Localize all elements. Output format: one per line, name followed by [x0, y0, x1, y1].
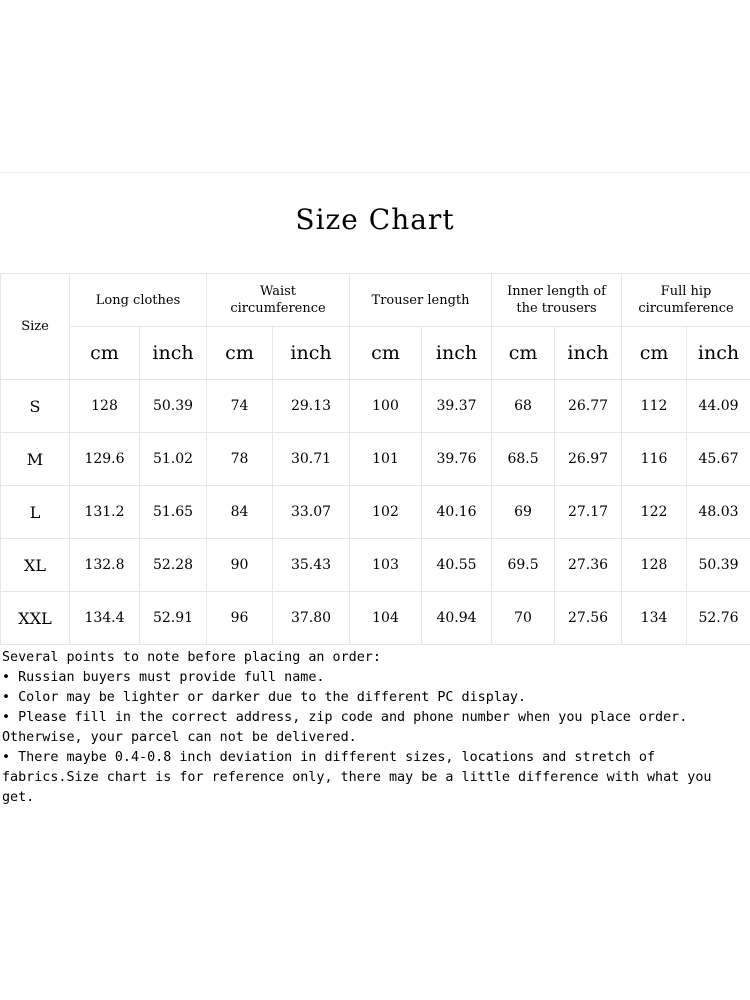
table-cell: 27.17: [555, 486, 622, 539]
size-label: XL: [1, 539, 70, 592]
table-cell: 26.77: [555, 380, 622, 433]
trouser-length-header: [350, 274, 492, 327]
table-cell: 51.65: [140, 486, 207, 539]
table-cell: 122: [622, 486, 687, 539]
unit-inch: inch: [422, 327, 492, 380]
unit-cm: cm: [207, 327, 273, 380]
table-cell: 116: [622, 433, 687, 486]
table-cell: 27.56: [555, 592, 622, 645]
table-cell: 30.71: [273, 433, 350, 486]
table-row: [1, 592, 750, 645]
header-line: Full hip: [660, 284, 712, 299]
size-chart-table: [0, 273, 750, 645]
order-notes: [2, 648, 742, 808]
size-label: S: [1, 380, 70, 433]
table-cell: 50.39: [140, 380, 207, 433]
unit-cm: cm: [350, 327, 422, 380]
table-cell: 112: [622, 380, 687, 433]
table-cell: 68: [492, 380, 555, 433]
table-cell: 44.09: [687, 380, 750, 433]
size-label: M: [1, 433, 70, 486]
header-line: circumference: [230, 301, 326, 316]
table-cell: 128: [70, 380, 140, 433]
note-item: • Please fill in the correct address, zip code and phone number when you place order. Otherwise, your parcel can not be delivered.: [2, 710, 688, 745]
header-line: Long clothes: [95, 292, 181, 308]
table-row: [1, 433, 750, 486]
table-cell: 39.37: [422, 380, 492, 433]
unit-inch: inch: [687, 327, 750, 380]
table-cell: 52.91: [140, 592, 207, 645]
long-clothes-header: [70, 274, 207, 327]
table-cell: 74: [207, 380, 273, 433]
table-cell: 26.97: [555, 433, 622, 486]
unit-cm: cm: [622, 327, 687, 380]
header-line: Waist: [259, 284, 297, 299]
header-line: Trouser length: [371, 292, 470, 308]
note-item: • Color may be lighter or darker due to the different PC display.: [2, 690, 527, 705]
table-cell: 78: [207, 433, 273, 486]
page-title: Size Chart: [295, 203, 455, 236]
table-row: [1, 486, 750, 539]
unit-cm: cm: [70, 327, 140, 380]
table-cell: 40.55: [422, 539, 492, 592]
table-cell: 40.16: [422, 486, 492, 539]
table-cell: 134.4: [70, 592, 140, 645]
unit-inch: inch: [273, 327, 350, 380]
table-cell: 132.8: [70, 539, 140, 592]
table-cell: 103: [350, 539, 422, 592]
table-cell: 35.43: [273, 539, 350, 592]
unit-header-row: [1, 327, 750, 380]
header-line: circumference: [638, 301, 734, 316]
table-row: [1, 380, 750, 433]
table-cell: 40.94: [422, 592, 492, 645]
table-cell: 104: [350, 592, 422, 645]
unit-inch: inch: [555, 327, 622, 380]
table-cell: 102: [350, 486, 422, 539]
table-cell: 68.5: [492, 433, 555, 486]
size-column-header: Size: [1, 274, 70, 380]
size-label: L: [1, 486, 70, 539]
size-label: XXL: [1, 592, 70, 645]
unit-inch: inch: [140, 327, 207, 380]
table-cell: 45.67: [687, 433, 750, 486]
table-cell: 39.76: [422, 433, 492, 486]
note-item: • There maybe 0.4-0.8 inch deviation in different sizes, locations and stretch of fabrics.Size chart is for reference only, there may be a little difference with what you get.: [2, 750, 712, 805]
table-cell: 69: [492, 486, 555, 539]
table-cell: 90: [207, 539, 273, 592]
table-cell: 33.07: [273, 486, 350, 539]
header-line: the trousers: [516, 301, 597, 316]
table-cell: 50.39: [687, 539, 750, 592]
table-cell: 128: [622, 539, 687, 592]
table-row: [1, 539, 750, 592]
table-cell: 101: [350, 433, 422, 486]
table-cell: 100: [350, 380, 422, 433]
table-header-row: [1, 274, 750, 327]
table-cell: 84: [207, 486, 273, 539]
table-cell: 70: [492, 592, 555, 645]
table-cell: 37.80: [273, 592, 350, 645]
table-cell: 131.2: [70, 486, 140, 539]
table-cell: 134: [622, 592, 687, 645]
waist-circumference-header: [207, 274, 350, 327]
table-cell: 52.76: [687, 592, 750, 645]
table-cell: 48.03: [687, 486, 750, 539]
header-line: Inner length of: [507, 284, 606, 299]
inner-length-header: [492, 274, 622, 327]
table-cell: 29.13: [273, 380, 350, 433]
table-cell: 27.36: [555, 539, 622, 592]
table-cell: 96: [207, 592, 273, 645]
table-cell: 69.5: [492, 539, 555, 592]
notes-heading: Several points to note before placing an order:: [2, 650, 381, 665]
unit-cm: cm: [492, 327, 555, 380]
full-hip-header: [622, 274, 750, 327]
note-item: • Russian buyers must provide full name.: [2, 670, 325, 685]
table-cell: 129.6: [70, 433, 140, 486]
table-cell: 52.28: [140, 539, 207, 592]
table-cell: 51.02: [140, 433, 207, 486]
top-divider: [0, 172, 750, 173]
